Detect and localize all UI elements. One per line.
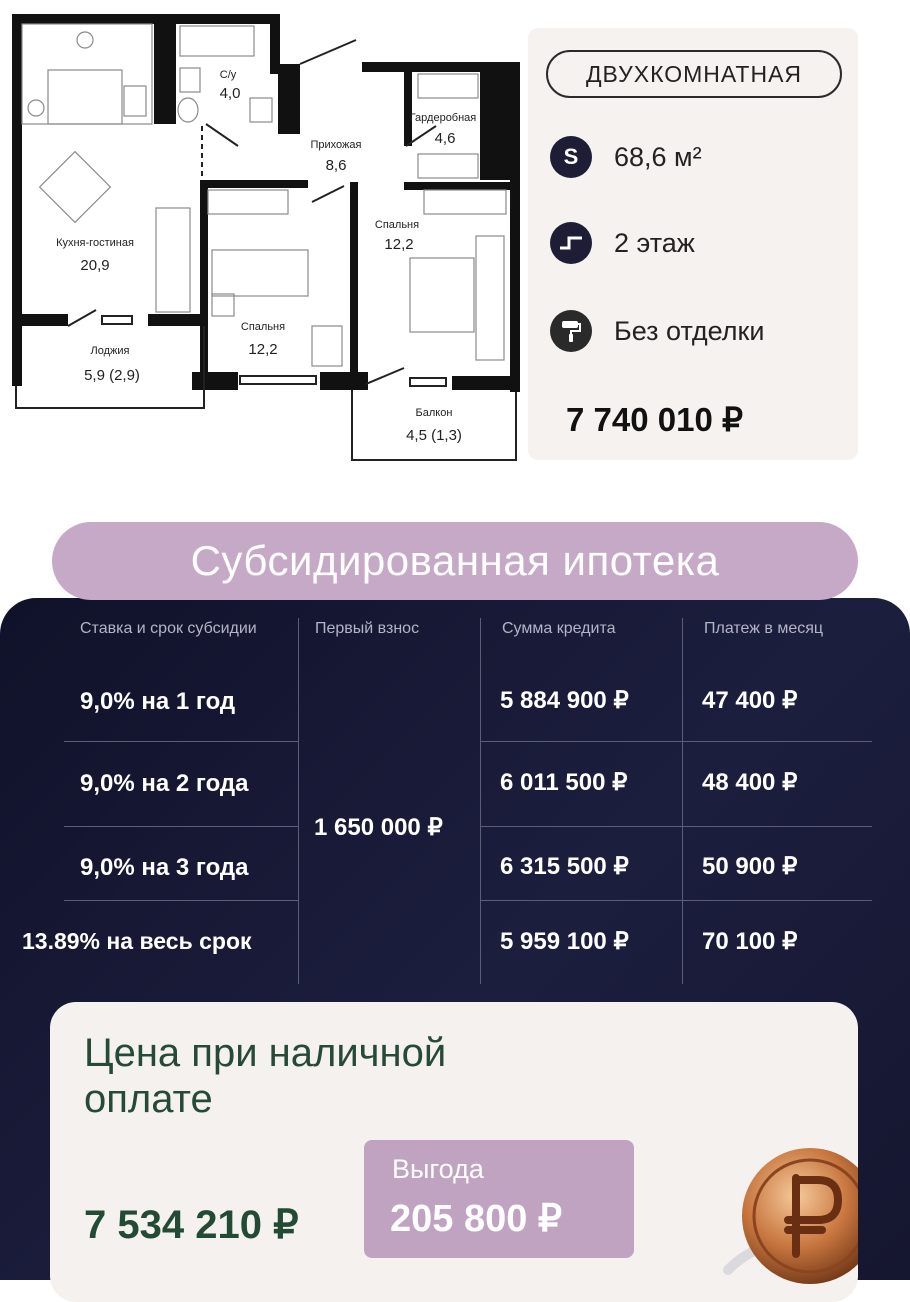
room-area: 5,9 (2,9) [84, 367, 140, 384]
payment-cell: 48 400 ₽ [702, 769, 798, 796]
divider [64, 826, 298, 827]
room-area: 12,2 [384, 236, 414, 253]
room-area: 4,5 (1,3) [406, 427, 462, 444]
divider [682, 618, 683, 984]
loan-cell: 6 011 500 ₽ [500, 769, 628, 796]
ruble-coin-icon [718, 1130, 858, 1290]
cash-title-line: Цена при наличной [84, 1031, 447, 1075]
payment-cell: 47 400 ₽ [702, 687, 798, 714]
room-area: 12,2 [248, 341, 278, 358]
cash-price: 7 534 210 ₽ [84, 1203, 299, 1247]
down-payment-cell: 1 650 000 ₽ [314, 814, 443, 841]
header-loan: Сумма кредита [502, 620, 616, 637]
header-rate: Ставка и срок субсидии [80, 620, 257, 637]
payment-cell: 50 900 ₽ [702, 853, 798, 880]
divider [64, 741, 298, 742]
loan-cell: 5 959 100 ₽ [500, 928, 629, 955]
rate-cell: 13.89% на весь срок [22, 928, 252, 954]
divider [298, 618, 299, 984]
room-name: С/у [219, 69, 237, 81]
area-s-icon: S [550, 136, 592, 178]
floor-value: 2 этаж [614, 227, 695, 258]
divider [480, 826, 872, 827]
cash-price-card [50, 1002, 858, 1302]
room-area: 4,6 [434, 130, 456, 147]
finish-value: Без отделки [614, 315, 765, 346]
rate-cell: 9,0% на 1 год [80, 688, 236, 715]
rate-cell: 9,0% на 3 года [80, 854, 249, 881]
room-name: Спальня [240, 321, 286, 333]
apartment-info-card [528, 28, 858, 460]
room-name: Балкон [415, 407, 453, 419]
benefit-label: Выгода [392, 1154, 484, 1184]
apartment-type-badge: ДВУХКОМНАТНАЯ [546, 50, 842, 98]
area-value: 68,6 м² [614, 141, 702, 172]
mortgage-title: Субсидированная ипотека [52, 522, 858, 600]
header-down-payment: Первый взнос [315, 620, 420, 637]
cash-title [84, 1030, 544, 1122]
paint-roller-icon [550, 310, 592, 352]
benefit-value: 205 800 ₽ [390, 1198, 563, 1240]
room-area: 20,9 [80, 257, 110, 274]
room-area: 8,6 [325, 157, 347, 174]
apartment-price: 7 740 010 ₽ [566, 401, 743, 438]
benefit-badge [364, 1140, 634, 1258]
room-area: 4,0 [219, 85, 241, 102]
room-name: Гардеробная [409, 112, 477, 124]
payment-cell: 70 100 ₽ [702, 928, 798, 955]
area-row [550, 136, 702, 178]
floor-plan [0, 0, 530, 470]
loan-cell: 6 315 500 ₽ [500, 853, 629, 880]
rate-cell: 9,0% на 2 года [80, 770, 249, 797]
room-name: Кухня-гостиная [56, 237, 134, 249]
loan-cell: 5 884 900 ₽ [500, 687, 629, 714]
divider [480, 900, 872, 901]
room-name: Прихожая [310, 139, 362, 151]
cash-title-line: оплате [84, 1077, 213, 1121]
stairs-icon [550, 222, 592, 264]
divider [480, 618, 481, 984]
room-name: Спальня [374, 219, 420, 231]
floor-row [550, 222, 695, 264]
divider [480, 741, 872, 742]
finish-row [550, 310, 764, 352]
divider [64, 900, 298, 901]
header-payment: Платеж в месяц [704, 620, 824, 637]
room-name: Лоджия [90, 345, 130, 357]
